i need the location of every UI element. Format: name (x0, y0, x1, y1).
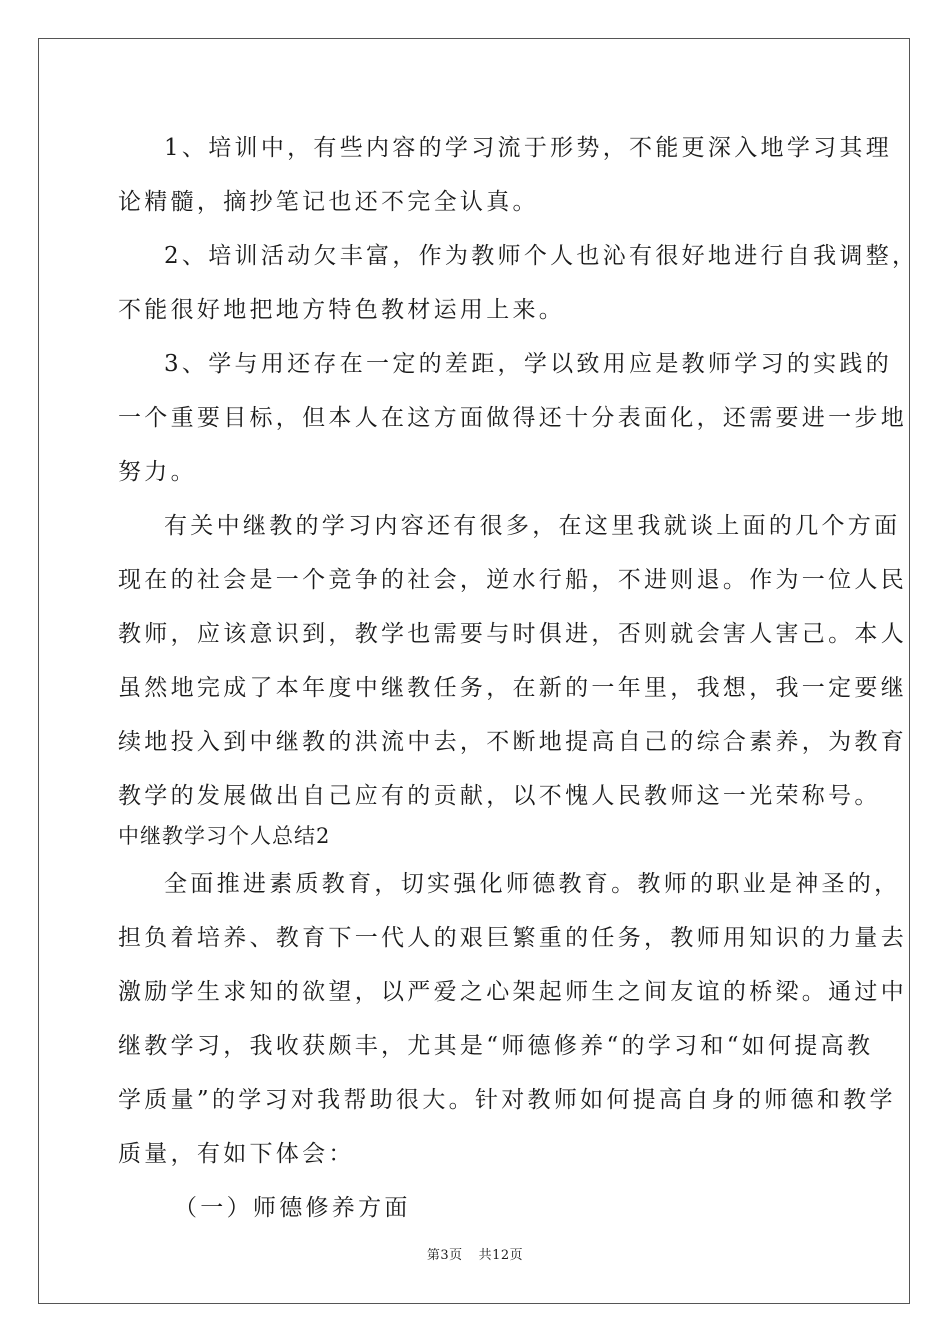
text-line: 3、学与用还存在一定的差距，学以致用应是教师学习的实践的 (164, 351, 893, 377)
document-body (118, 130, 919, 1244)
text-line: 一个重要目标，但本人在这方面做得还十分表面化，还需要进一步地 (118, 405, 907, 431)
paragraph-4 (118, 508, 907, 818)
paragraph-1 (118, 130, 893, 238)
page-footer (0, 1244, 950, 1263)
paragraph-5 (118, 866, 907, 1190)
section-title: 中继教学习个人总结2 (118, 824, 331, 848)
text-line: 质量，有如下体会： (118, 1141, 355, 1167)
text-line: 继教学习，我收获颇丰，尤其是“师德修养“的学习和“如何提高教 (118, 1033, 874, 1059)
sub-heading: （一）师德修养方面 (174, 1195, 411, 1221)
text-line: 现在的社会是一个竞争的社会，逆水行船，不进则退。作为一位人民 (118, 567, 907, 593)
text-line: 激励学生求知的欲望，以严爱之心架起师生之间友谊的桥梁。通过中 (118, 979, 907, 1005)
text-line: 论精髓，摘抄笔记也还不完全认真。 (118, 189, 539, 215)
text-line: 虽然地完成了本年度中继教任务，在新的一年里，我想，我一定要继 (118, 675, 907, 701)
text-line: 续地投入到中继教的洪流中去，不断地提高自己的综合素养，为教育 (118, 729, 907, 755)
text-line: 不能很好地把地方特色教材运用上来。 (118, 297, 566, 323)
text-line: 努力。 (118, 459, 197, 485)
paragraph-3 (118, 346, 907, 508)
text-line: 担负着培养、教育下一代人的艰巨繁重的任务，教师用知识的力量去 (118, 925, 907, 951)
page-number: 第3页 (426, 1248, 463, 1263)
text-line: 1、培训中，有些内容的学习流于形势，不能更深入地学习其理 (164, 135, 893, 161)
text-line: 学质量”的学习对我帮助很大。针对教师如何提高自身的师德和教学 (118, 1087, 896, 1113)
text-line: 有关中继教的学习内容还有很多，在这里我就谈上面的几个方面 (164, 513, 901, 539)
text-line: 全面推进素质教育，切实强化师德教育。教师的职业是神圣的， (164, 871, 901, 897)
text-line: 教师，应该意识到，教学也需要与时俱进，否则就会害人害己。本人 (118, 621, 907, 647)
paragraph-2 (118, 238, 919, 346)
text-line: 2、培训活动欠丰富，作为教师个人也沁有很好地进行自我调整， (164, 243, 919, 269)
page-total: 共12页 (478, 1248, 524, 1263)
text-line: 教学的发展做出自己应有的贡献，以不愧人民教师这一光荣称号。 (118, 783, 881, 809)
